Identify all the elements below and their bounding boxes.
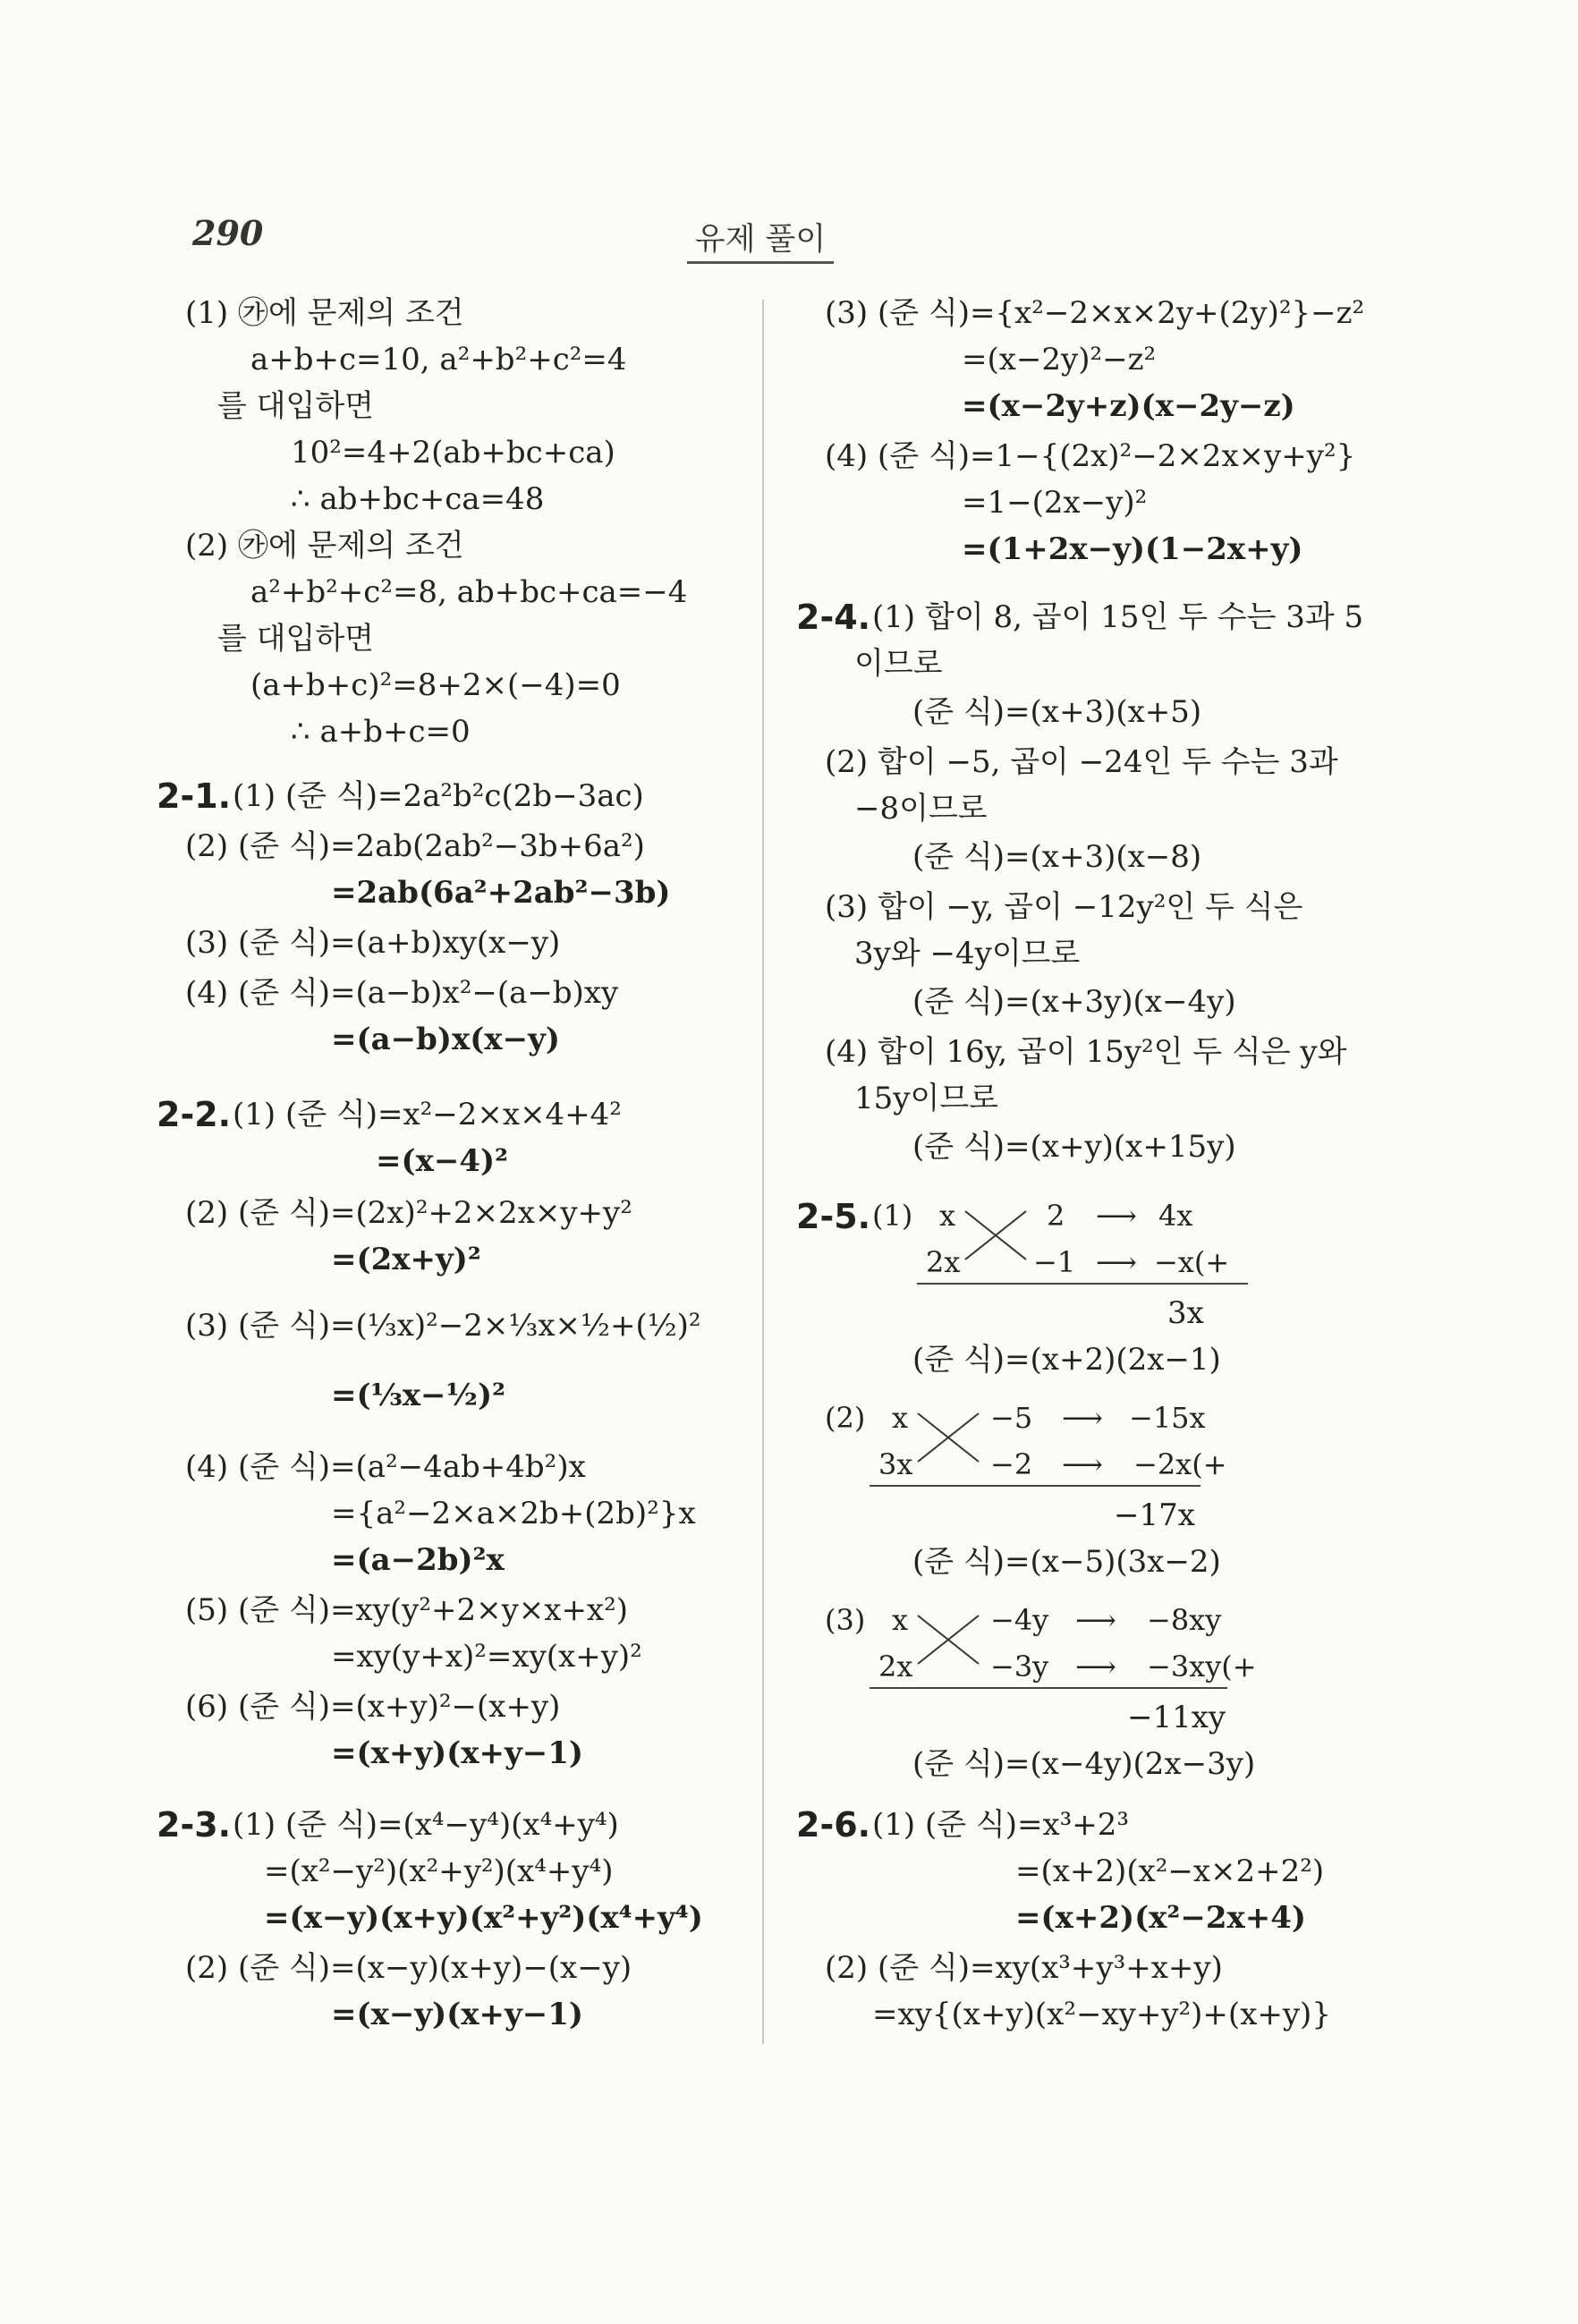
solution-line: (준 식)=(x+3)(x−8) [912, 839, 1202, 875]
solution-line: (준 식)=(x+2)(2x−1) [912, 1342, 1221, 1378]
solution-line: (준 식)=(x+3y)(x−4y) [912, 984, 1236, 1020]
solution-line: −8이므로 [854, 791, 988, 827]
solution-line: ∴ a+b+c=0 [291, 714, 471, 750]
column-divider [762, 300, 764, 2044]
solution-line: =(x−2y)²−z² [962, 342, 1157, 377]
cross-sum: −17x [1114, 1497, 1195, 1533]
solution-line: (2) (준 식)=(2x)²+2×2x×y+y² [185, 1195, 632, 1231]
section-label-2-6: 2-6. [796, 1805, 871, 1845]
cross-product: 4x [1158, 1199, 1193, 1233]
cross-term: 2x [878, 1650, 913, 1684]
solution-line: 를 대입하면 [217, 388, 375, 424]
cross-term: −3y [990, 1650, 1049, 1684]
solution-line: =(a−b)x(x−y) [331, 1022, 560, 1057]
solution-line: (6) (준 식)=(x+y)²−(x+y) [185, 1689, 561, 1725]
arrow-icon: ⟶ [1062, 1447, 1103, 1481]
item-number: (1) [872, 1199, 913, 1233]
solution-line: (준 식)=(x+y)(x+15y) [912, 1129, 1236, 1165]
solution-line: (a+b+c)²=8+2×(−4)=0 [250, 667, 621, 703]
page-title: 유제 풀이 [687, 215, 834, 264]
solution-line: (1) ㉮에 문제의 조건 [185, 295, 464, 331]
item-number: (2) [825, 1401, 866, 1435]
cross-factor-diagram [825, 1603, 1379, 1684]
solution-line: a+b+c=10, a²+b²+c²=4 [250, 342, 627, 377]
solution-line: =xy{(x+y)(x²−xy+y²)+(x+y)} [872, 1997, 1331, 2032]
cross-sum: 3x [1167, 1295, 1204, 1331]
cross-sum: −11xy [1127, 1700, 1226, 1735]
solution-line: =(x+2)(x²−2x+4) [1015, 1900, 1306, 1936]
solution-line: =(⅓x−½)² [331, 1378, 505, 1413]
solution-line: =(x+y)(x+y−1) [331, 1735, 584, 1771]
arrow-icon: ⟶ [1096, 1245, 1137, 1279]
cross-product: −8xy [1147, 1603, 1222, 1637]
solution-line: 이므로 [854, 646, 943, 682]
solution-line: =(1+2x−y)(1−2x+y) [962, 531, 1303, 567]
section-label-2-1: 2-1. [157, 776, 232, 816]
solution-line: (준 식)=(x−4y)(2x−3y) [912, 1746, 1256, 1782]
solution-line: =2ab(6a²+2ab²−3b) [331, 875, 671, 911]
solution-line: (4) (준 식)=(a²−4ab+4b²)x [185, 1449, 586, 1485]
solution-line: (4) (준 식)=1−{(2x)²−2×2x×y+y²} [825, 438, 1356, 474]
cross-term: x [892, 1401, 909, 1435]
solution-line: (2) ㉮에 문제의 조건 [185, 528, 464, 564]
sum-rule [917, 1283, 1248, 1285]
solution-line: (2) (준 식)=(x−y)(x+y)−(x−y) [185, 1950, 632, 1986]
solution-line: (준 식)=(x+3)(x+5) [912, 694, 1202, 730]
cross-term: −1 [1033, 1245, 1076, 1279]
solution-line: =(x²−y²)(x²+y²)(x⁴+y⁴) [264, 1853, 614, 1889]
solution-line: (3) (준 식)=(⅓x)²−2×⅓x×½+(½)² [185, 1308, 701, 1344]
section-label-2-4: 2-4. [796, 598, 871, 637]
arrow-icon: ⟶ [1075, 1650, 1116, 1684]
solution-line: =(x−2y+z)(x−2y−z) [962, 388, 1295, 424]
solution-line: (3) (준 식)=(a+b)xy(x−y) [185, 925, 561, 961]
cross-term: 2 [1047, 1199, 1065, 1233]
cross-lines-icon [962, 1204, 1033, 1276]
cross-term: −4y [990, 1603, 1049, 1637]
solution-line: ={a²−2×a×2b+(2b)²}x [331, 1496, 696, 1531]
solution-line: =(x−4)² [376, 1143, 508, 1179]
arrow-icon: ⟶ [1062, 1401, 1103, 1435]
solution-line: (5) (준 식)=xy(y²+2×y×x+x²) [185, 1592, 629, 1628]
cross-term: −2 [990, 1447, 1033, 1481]
solution-line: (준 식)=(x−5)(3x−2) [912, 1544, 1221, 1580]
solution-line: 15y이므로 [854, 1081, 999, 1116]
solution-line: (1) 합이 8, 곱이 15인 두 수는 3과 5 [872, 599, 1364, 635]
cross-product: −x(+ [1154, 1245, 1230, 1279]
solution-line: (1) (준 식)=2a²b²c(2b−3ac) [233, 778, 644, 814]
solution-line: (2) (준 식)=2ab(2ab²−3b+6a²) [185, 828, 645, 864]
solution-line: =(a−2b)²x [331, 1542, 505, 1578]
solution-line: =(x−y)(x+y)(x²+y²)(x⁴+y⁴) [264, 1900, 703, 1936]
solution-line: (1) (준 식)=(x⁴−y⁴)(x⁴+y⁴) [233, 1807, 619, 1843]
cross-product: −3xy(+ [1147, 1650, 1257, 1684]
arrow-icon: ⟶ [1096, 1199, 1137, 1233]
page-number: 290 [192, 213, 264, 253]
section-label-2-2: 2-2. [157, 1095, 232, 1134]
cross-term: 3x [878, 1447, 913, 1481]
solution-line: =xy(y+x)²=xy(x+y)² [331, 1639, 642, 1675]
cross-product: −2x(+ [1133, 1447, 1227, 1481]
item-number: (3) [825, 1603, 866, 1637]
solution-line: (4) (준 식)=(a−b)x²−(a−b)xy [185, 975, 619, 1011]
sum-rule [870, 1485, 1200, 1487]
solution-line: a²+b²+c²=8, ab+bc+ca=−4 [250, 574, 688, 610]
solution-line: (1) (준 식)=x²−2×x×4+4² [233, 1097, 622, 1132]
section-label-2-3: 2-3. [157, 1805, 232, 1845]
solution-line: =(x−y)(x+y−1) [331, 1997, 584, 2032]
solution-line: 10²=4+2(ab+bc+ca) [291, 435, 615, 471]
solution-line: =(x+2)(x²−x×2+2²) [1015, 1853, 1325, 1889]
solution-line: (3) (준 식)={x²−2×x×2y+(2y)²}−z² [825, 295, 1365, 331]
solution-line: (4) 합이 16y, 곱이 15y²인 두 식은 y와 [825, 1034, 1347, 1070]
solution-line: 3y와 −4y이므로 [854, 936, 1081, 971]
solution-line: (3) 합이 −y, 곱이 −12y²인 두 식은 [825, 889, 1303, 925]
solution-line: 를 대입하면 [217, 621, 375, 657]
solution-line: =1−(2x−y)² [962, 485, 1148, 521]
cross-lines-icon [914, 1406, 986, 1478]
cross-product: −15x [1129, 1401, 1206, 1435]
solution-line: (1) (준 식)=x³+2³ [872, 1807, 1130, 1843]
cross-term: x [892, 1603, 909, 1637]
cross-term: −5 [990, 1401, 1033, 1435]
solution-line: (2) (준 식)=xy(x³+y³+x+y) [825, 1950, 1223, 1986]
arrow-icon: ⟶ [1075, 1603, 1116, 1637]
cross-term: x [939, 1199, 956, 1233]
solution-line: (2) 합이 −5, 곱이 −24인 두 수는 3과 [825, 744, 1338, 780]
sum-rule [870, 1687, 1227, 1689]
solution-line: ∴ ab+bc+ca=48 [291, 481, 545, 517]
solution-line: =(2x+y)² [331, 1242, 481, 1277]
cross-term: 2x [926, 1245, 961, 1279]
section-label-2-5: 2-5. [796, 1197, 871, 1236]
cross-factor-diagram [872, 1199, 1373, 1279]
cross-lines-icon [914, 1608, 986, 1680]
cross-factor-diagram [825, 1401, 1362, 1481]
